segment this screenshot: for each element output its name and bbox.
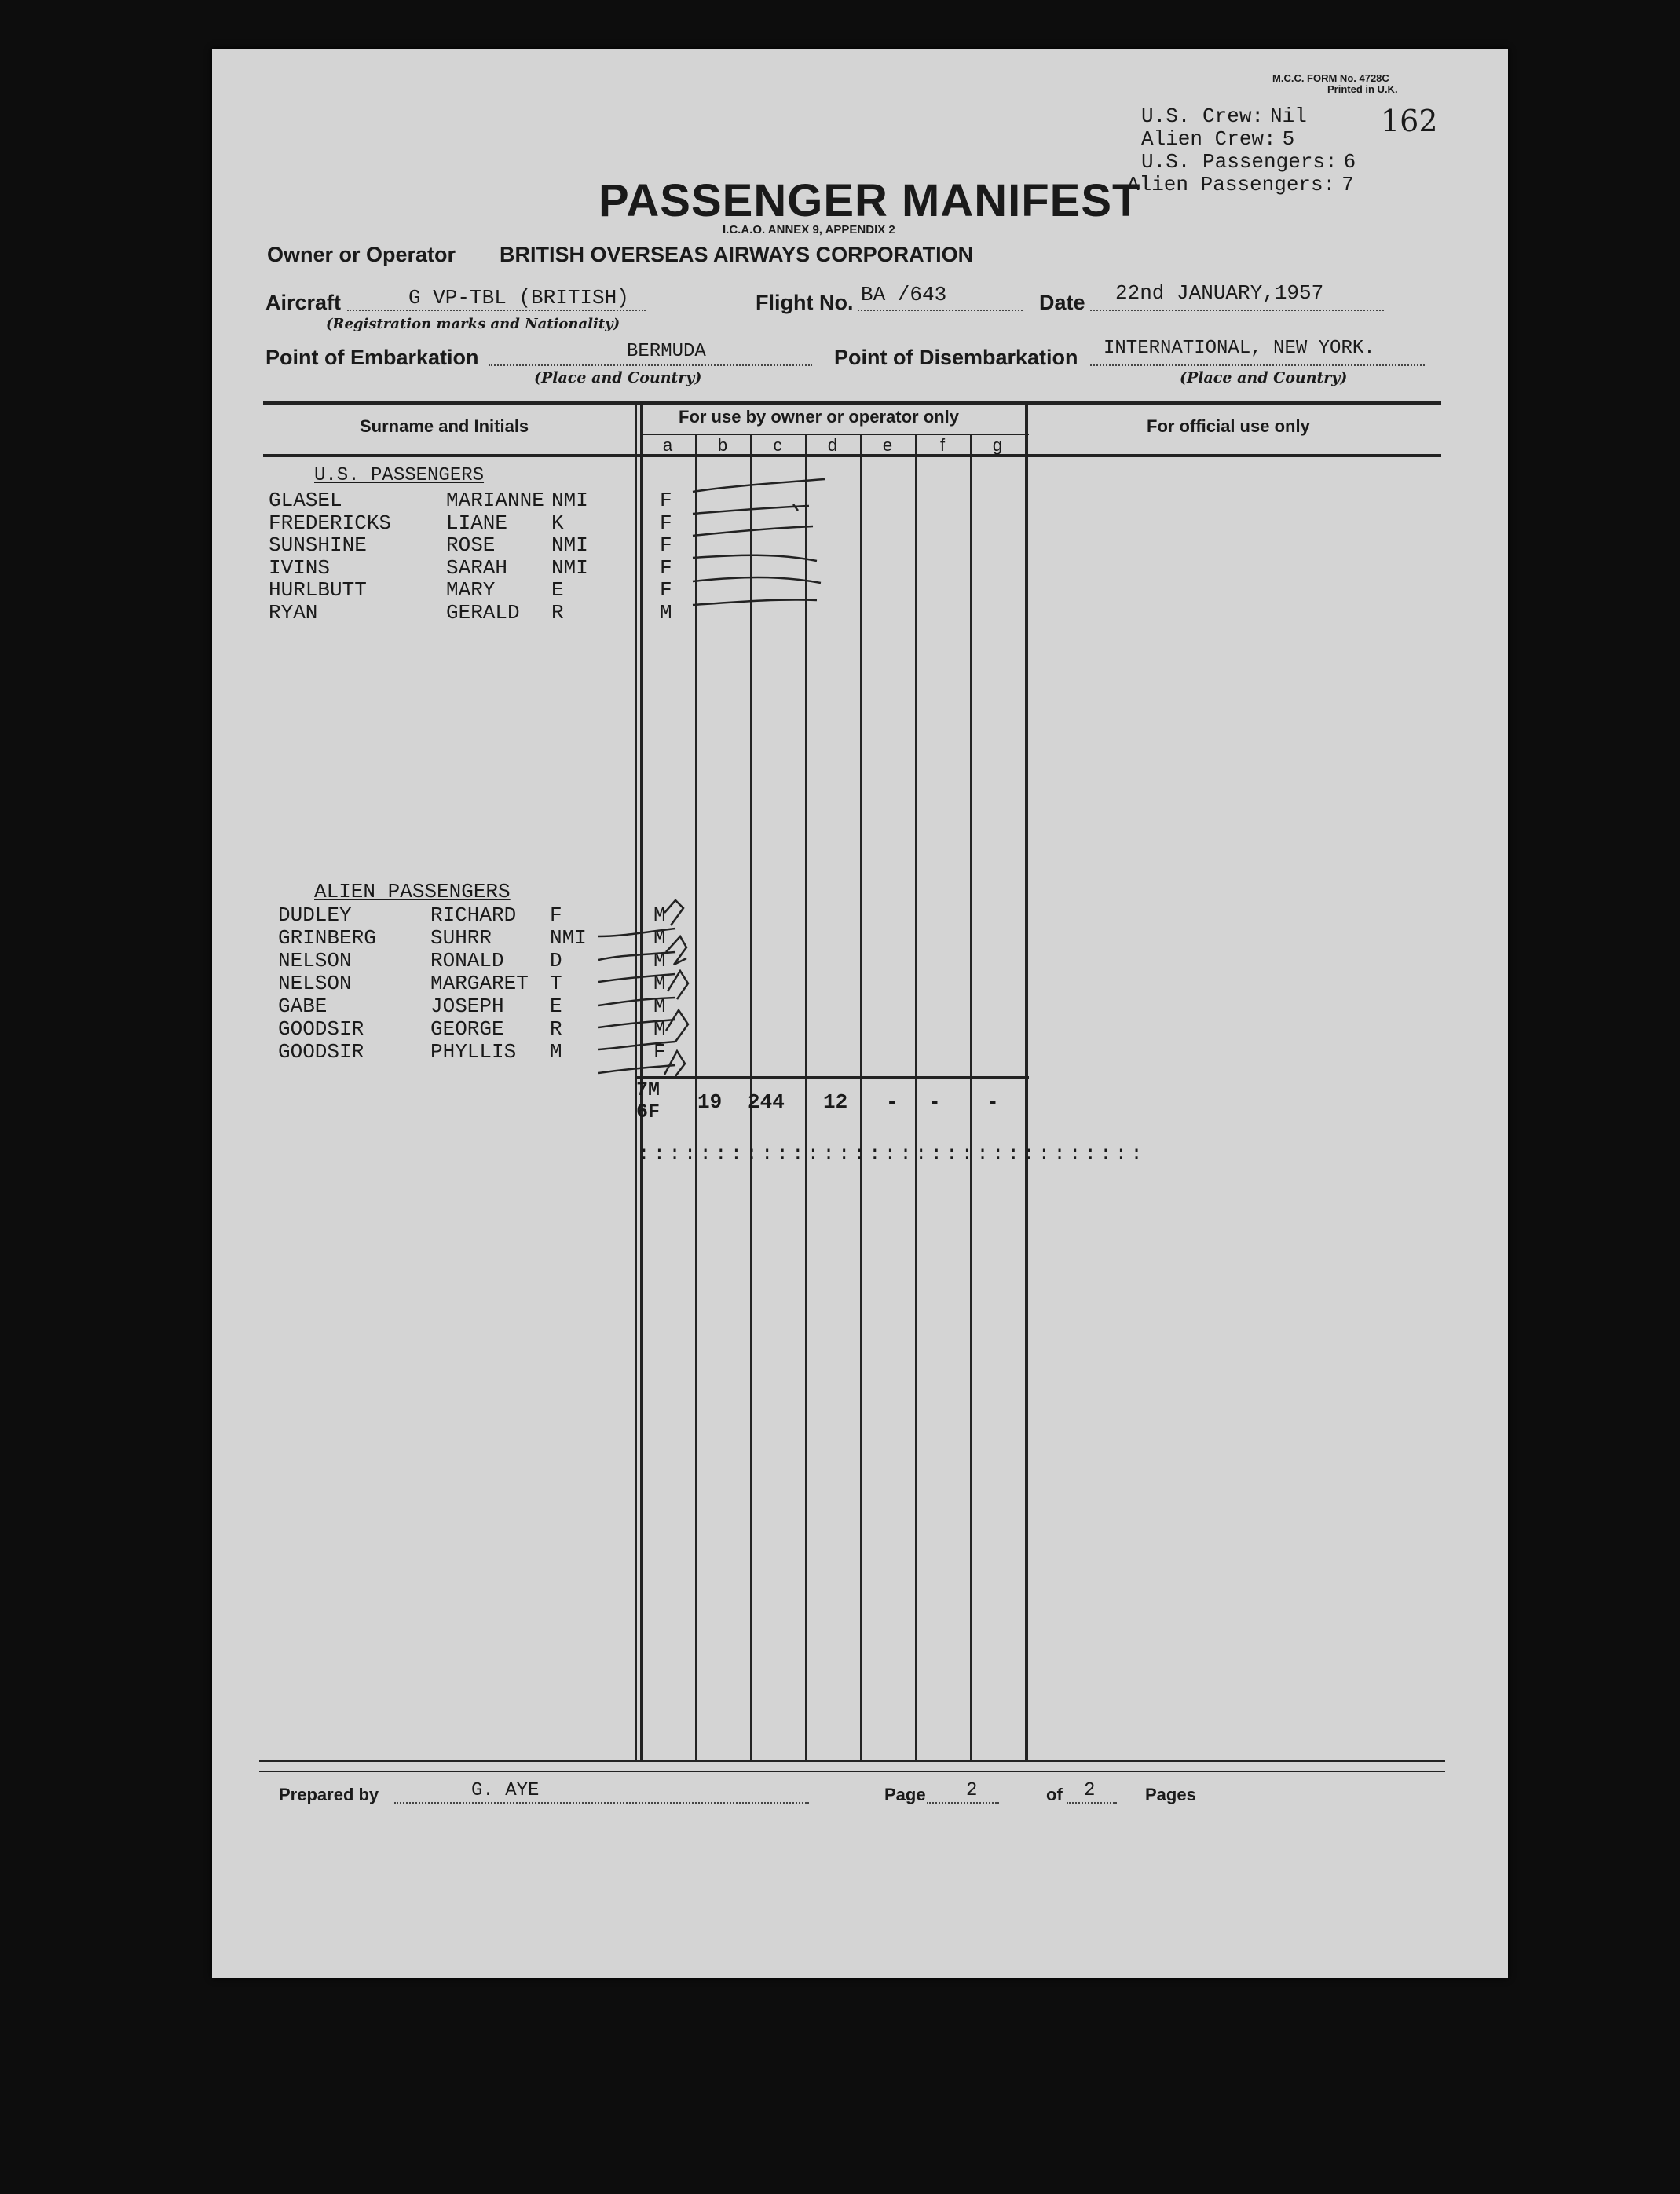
passenger-sex: M — [653, 994, 666, 1018]
passenger-sex: F — [660, 578, 672, 602]
passenger-given: GERALD — [446, 600, 520, 625]
handwritten-marks-us — [691, 473, 833, 622]
total-g: - — [986, 1090, 999, 1114]
table-top-rule — [263, 401, 1441, 405]
passenger-initial: T — [550, 972, 562, 995]
dotted-separator: ::::::::::::::::::::::::::::::::: — [638, 1142, 1146, 1166]
column-letter: d — [827, 435, 838, 455]
pages-label: Pages — [1145, 1785, 1196, 1804]
count-label: U.S. Crew: — [1141, 104, 1265, 128]
count-value: 7 — [1341, 173, 1354, 196]
disembarkation-note: (Place and Country) — [1180, 369, 1348, 386]
col-surname-header: Surname and Initials — [360, 416, 529, 436]
column-rule — [805, 435, 807, 1761]
embarkation-note: (Place and Country) — [534, 369, 702, 386]
passenger-sex: F — [653, 1040, 666, 1064]
passenger-row — [212, 578, 1155, 602]
column-letter: b — [717, 435, 728, 455]
of-value: 2 — [1084, 1780, 1096, 1801]
passenger-initial: R — [550, 1017, 562, 1041]
passenger-initial: E — [551, 578, 564, 602]
column-letter: a — [662, 435, 673, 455]
embarkation-label: Point of Embarkation — [265, 346, 479, 369]
passenger-surname: GOODSIR — [278, 1040, 364, 1064]
passenger-given: MARY — [446, 578, 496, 602]
page-title: PASSENGER MANIFEST — [598, 175, 1141, 226]
us-passengers-heading: U.S. PASSENGERS — [314, 465, 485, 486]
prepared-label: Prepared by — [279, 1785, 379, 1804]
passenger-given: JOSEPH — [430, 994, 504, 1018]
page-label: Page — [884, 1785, 926, 1804]
passenger-surname: GRINBERG — [278, 926, 376, 950]
form-code: M.C.C. FORM No. 4728C — [1272, 72, 1389, 84]
passenger-row — [212, 533, 1155, 557]
passenger-sex: M — [653, 949, 666, 972]
passenger-initial: F — [550, 903, 562, 927]
date-label: Date — [1039, 291, 1085, 314]
column-rule — [970, 435, 972, 1761]
passenger-sex: M — [653, 926, 666, 950]
passenger-given: PHYLLIS — [430, 1040, 517, 1064]
total-a-male: 7M — [636, 1079, 661, 1101]
passenger-initial: NMI — [551, 533, 588, 557]
passenger-surname: NELSON — [278, 972, 352, 995]
embarkation-value: BERMUDA — [627, 341, 706, 362]
passenger-surname: HURLBUTT — [269, 578, 367, 602]
of-label: of — [1046, 1785, 1063, 1804]
passenger-initial: M — [550, 1040, 562, 1064]
total-d: 12 — [823, 1090, 848, 1114]
passenger-surname: IVINS — [269, 555, 331, 580]
count-label: Alien Passengers: — [1127, 173, 1336, 196]
passenger-sex: M — [660, 600, 672, 625]
passenger-given: RICHARD — [430, 903, 517, 927]
count-line — [1127, 174, 1356, 196]
passenger-given: SUHRR — [430, 926, 492, 950]
count-line — [1127, 151, 1356, 174]
column-letter: f — [939, 435, 946, 455]
count-line — [1127, 105, 1356, 128]
passenger-sex: M — [653, 903, 666, 927]
passenger-surname: GABE — [278, 994, 328, 1018]
count-line — [1127, 128, 1356, 151]
column-rule — [860, 435, 862, 1761]
manifest-sheet — [212, 49, 1508, 1978]
passenger-surname: DUDLEY — [278, 903, 352, 927]
count-value: 5 — [1282, 127, 1295, 151]
column-letter: c — [773, 435, 782, 455]
handwritten-marks-alien — [597, 881, 699, 1101]
passenger-sex: M — [653, 972, 666, 995]
passenger-initial: NMI — [551, 489, 588, 512]
passenger-row — [212, 511, 1155, 535]
page-value: 2 — [966, 1780, 978, 1801]
date-value: 22nd JANUARY,1957 — [1115, 281, 1324, 305]
passenger-initial: K — [551, 511, 564, 535]
passenger-row — [212, 489, 1155, 512]
aircraft-note: (Registration marks and Nationality) — [326, 316, 620, 332]
count-value: Nil — [1270, 104, 1307, 128]
passenger-sex: F — [660, 533, 672, 557]
count-label: Alien Crew: — [1141, 127, 1276, 151]
col-owner-header: For use by owner or operator only — [679, 407, 959, 427]
prepared-value: G. AYE — [471, 1780, 540, 1801]
aircraft-label: Aircraft — [265, 291, 342, 314]
passenger-surname: GOODSIR — [278, 1017, 364, 1041]
total-b: 19 — [697, 1090, 723, 1114]
alien-passengers-heading: ALIEN PASSENGERS — [314, 880, 511, 903]
passenger-initial: D — [550, 949, 562, 972]
passenger-sex: F — [660, 511, 672, 535]
passenger-given: RONALD — [430, 949, 504, 972]
owner-value: BRITISH OVERSEAS AIRWAYS CORPORATION — [500, 243, 974, 266]
count-label: U.S. Passengers: — [1141, 150, 1338, 174]
col-official-header: For official use only — [1147, 416, 1310, 436]
total-e: - — [886, 1090, 899, 1114]
total-c: 244 — [748, 1090, 785, 1114]
passenger-initial: NMI — [551, 555, 588, 580]
total-f: - — [928, 1090, 941, 1114]
column-letter: e — [882, 435, 893, 455]
passenger-surname: SUNSHINE — [269, 533, 367, 557]
passenger-given: LIANE — [446, 511, 508, 535]
passenger-surname: RYAN — [269, 600, 318, 625]
passenger-sex: M — [653, 1017, 666, 1041]
passenger-given: SARAH — [446, 555, 508, 580]
passenger-initial: E — [550, 994, 562, 1018]
disembarkation-value: INTERNATIONAL, NEW YORK. — [1104, 338, 1375, 359]
crew-passenger-counts — [1127, 105, 1356, 196]
disembarkation-label: Point of Disembarkation — [834, 346, 1078, 369]
passenger-surname: NELSON — [278, 949, 352, 972]
passenger-row — [212, 556, 1155, 580]
passenger-row — [212, 601, 1155, 625]
passenger-given: GEORGE — [430, 1017, 504, 1041]
totals-rule — [636, 1076, 1029, 1079]
page-subtitle: I.C.A.O. ANNEX 9, APPENDIX 2 — [723, 223, 895, 236]
passenger-sex: F — [660, 555, 672, 580]
aircraft-value: G VP-TBL (BRITISH) — [408, 286, 629, 310]
passenger-given: ROSE — [446, 533, 496, 557]
passenger-given: MARGARET — [430, 972, 529, 995]
column-letter: g — [992, 435, 1003, 455]
count-value: 6 — [1343, 150, 1356, 174]
printed-note: Printed in U.K. — [1327, 83, 1398, 95]
passenger-surname: GLASEL — [269, 489, 342, 512]
column-rule — [915, 435, 917, 1761]
flight-label: Flight No. — [756, 291, 854, 314]
passenger-given: MARIANNE — [446, 489, 544, 512]
table-bottom-rule — [259, 1760, 1445, 1762]
passenger-surname: FREDERICKS — [269, 511, 392, 535]
passenger-initial: NMI — [550, 926, 587, 950]
flight-value: BA /643 — [861, 283, 947, 306]
passenger-sex: F — [660, 489, 672, 512]
total-a-female: 6F — [636, 1101, 661, 1123]
owner-label: Owner or Operator — [267, 243, 456, 266]
passenger-initial: R — [551, 600, 564, 625]
sheet-number: 162 — [1381, 104, 1438, 138]
